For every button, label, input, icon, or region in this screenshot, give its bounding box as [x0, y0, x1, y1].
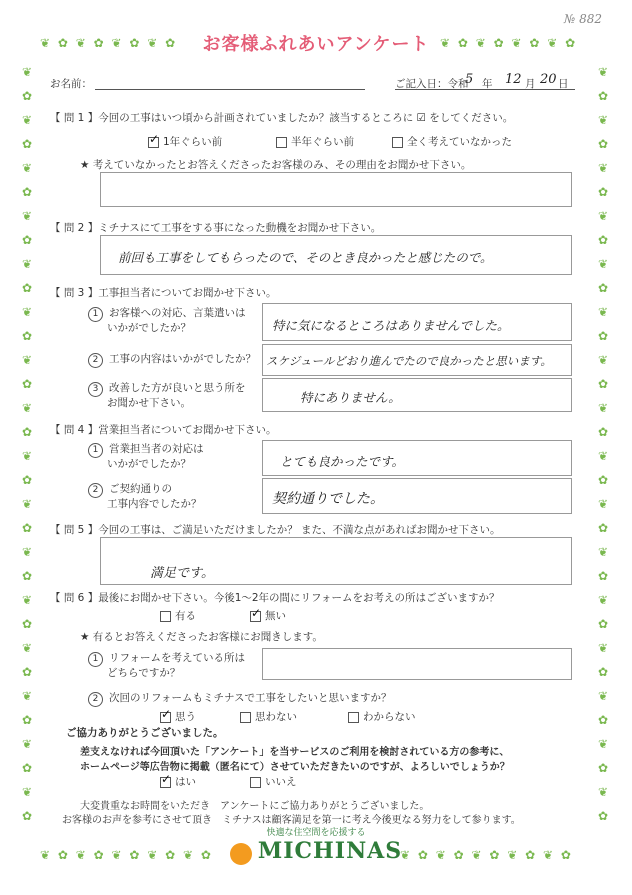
q6-item1-l2: どちらですか？	[107, 667, 181, 679]
day-unit: 日	[558, 78, 569, 90]
date-month: 12	[505, 72, 522, 87]
q1-option-3[interactable]: 全く考えていなかった	[392, 134, 512, 149]
q6-item1: 1 リフォームを考えている所は	[88, 650, 245, 667]
circled-2-icon: 2	[88, 483, 103, 498]
q6-option-yes[interactable]: 有る	[160, 608, 196, 623]
q4-label: 【 問 4 】営業担当者についてお聞かせ下さい。	[50, 424, 277, 436]
q3-item3-answer: 特にありません。	[300, 390, 401, 405]
q3-item2-answer: スケジュールどおり進んでたので良かったと思います。	[266, 354, 552, 368]
survey-title: お客様ふれあいアンケート	[202, 34, 430, 55]
checkbox-checked-icon[interactable]	[148, 137, 159, 148]
date-year: 5	[465, 72, 474, 87]
q6-option-no[interactable]: ✓ 無い	[250, 608, 286, 623]
checkbox-icon[interactable]	[250, 777, 261, 788]
q1-option-2[interactable]: 半年ぐらい前	[276, 134, 354, 149]
consent-option-yes[interactable]: ✓はい	[160, 774, 196, 789]
date-day: 20	[540, 72, 557, 87]
circled-2-icon: 2	[88, 353, 103, 368]
checkbox-icon[interactable]	[348, 712, 359, 723]
q6-sub: ★ 有るとお答えくださったお客様にお聞きします。	[80, 631, 323, 643]
month-unit: 月	[525, 78, 536, 90]
q6-item1-box[interactable]	[262, 648, 572, 680]
logo-tagline: 快適な住空間を応援する	[266, 828, 366, 838]
logo-mark-icon	[230, 843, 252, 865]
q3-label: 【 問 3 】工事担当者についてお聞かせ下さい。	[50, 287, 277, 299]
vine-bottom-left: ❦ ✿ ❦ ✿ ❦ ✿ ❦ ✿ ❦ ✿	[40, 848, 213, 862]
checkbox-icon[interactable]	[276, 137, 287, 148]
logo-name: MICHINAS	[257, 838, 403, 864]
q4-item1: 1 営業担当者の対応は	[88, 441, 204, 458]
closing-line-2: お客様のお声を参考にさせて頂き ミチナスは顧客満足を第一に考え今後更なる努力をして参ります。	[62, 815, 521, 826]
company-logo	[0, 825, 632, 865]
name-label: お名前：	[50, 78, 92, 90]
name-field[interactable]	[95, 89, 365, 90]
checkbox-checked-icon[interactable]	[250, 611, 261, 622]
q3-item3-l2: お聞かせ下さい。	[107, 397, 191, 409]
q2-label: 【 問 2 】ミチナスにて工事をする事になった動機をお聞かせ下さい。	[50, 222, 382, 234]
q1-reason-box[interactable]	[100, 172, 572, 207]
q6-item2-option-1[interactable]: ✓思う	[160, 709, 196, 724]
circled-3-icon: 3	[88, 382, 103, 397]
vine-top-right: ❦ ✿ ❦ ✿ ❦ ✿ ❦ ✿	[440, 36, 578, 50]
circled-1-icon: 1	[88, 307, 103, 322]
checkbox-checked-icon[interactable]	[160, 777, 171, 788]
q4-item2-answer: 契約通りでした。	[272, 491, 384, 507]
q4-item2: 2 ご契約通りの	[88, 481, 172, 498]
q3-item3: 3 改善した方が良いと思う所を	[88, 380, 246, 397]
q5-answer: 満足です。	[150, 566, 214, 581]
consent-line-2: ホームページ等広告物に掲載（匿名にて）させていただきたいのですが、よろしいでしょうか？	[80, 762, 510, 773]
date-label: ご記入日：令和	[395, 78, 469, 90]
consent-thanks: ご協力ありがとうございました。	[66, 727, 224, 739]
vine-left: ❦ ✿ ❦ ✿ ❦ ✿ ❦ ✿ ❦ ✿ ❦ ✿ ❦ ✿ ❦ ✿ ❦ ✿ ❦ ✿ ❦ ✿ ❦ ✿ ❦ ✿ ❦ ✿ ❦ ✿ ❦ ✿	[21, 65, 33, 823]
consent-option-no[interactable]: いいえ	[250, 774, 297, 789]
q2-answer: 前回も工事をしてもらったので、そのとき良かったと感じたので。	[118, 250, 493, 265]
q3-item1-answer: 特に気になるところはありませんでした。	[272, 318, 510, 333]
circled-2-icon: 2	[88, 692, 103, 707]
circled-1-icon: 1	[88, 443, 103, 458]
q6-item2: 2 次回のリフォームもミチナスで工事をしたいと思いますか？	[88, 690, 392, 707]
q4-item1-l2: いかがでしたか？	[107, 458, 191, 470]
q4-item1-answer: とても良かったです。	[280, 454, 405, 469]
date-underline	[395, 89, 575, 90]
checkbox-icon[interactable]	[392, 137, 403, 148]
serial-number: № 882	[563, 12, 602, 26]
checkbox-icon[interactable]	[240, 712, 251, 723]
q6-item2-option-3[interactable]: わからない	[348, 709, 416, 724]
circled-1-icon: 1	[88, 652, 103, 667]
checkbox-checked-icon[interactable]	[160, 712, 171, 723]
q6-item2-option-2[interactable]: 思わない	[240, 709, 297, 724]
q3-item1: 1 お客様への対応、言葉遣いは	[88, 305, 246, 322]
vine-top-left: ❦ ✿ ❦ ✿ ❦ ✿ ❦ ✿	[40, 36, 178, 50]
q6-label: 【 問 6 】最後にお聞かせ下さい。今後1～2年の間にリフォームをお考えの所はございますか？	[50, 592, 500, 604]
consent-line-1: 差支えなければ今回頂いた「アンケート」を当サービスのご利用を検討されている方の参考に、	[80, 747, 510, 758]
vine-right: ❦ ✿ ❦ ✿ ❦ ✿ ❦ ✿ ❦ ✿ ❦ ✿ ❦ ✿ ❦ ✿ ❦ ✿ ❦ ✿ ❦ ✿ ❦ ✿ ❦ ✿ ❦ ✿ ❦ ✿ ❦ ✿	[597, 65, 609, 823]
checkbox-icon[interactable]	[160, 611, 171, 622]
q1-label: 【 問 1 】今回の工事はいつ頃から計画されていましたか？該当するところに ☑ をしてください。	[50, 112, 514, 124]
q3-item2: 2 工事の内容はいかがでしたか？	[88, 351, 256, 368]
vine-bottom-right: ❦ ✿ ❦ ✿ ❦ ✿ ❦ ✿ ❦ ✿	[400, 848, 573, 862]
q3-item1-l2: いかがでしたか？	[107, 322, 191, 334]
q1-sub: ★ 考えていなかったとお答えくださったお客様のみ、その理由をお聞かせ下さい。	[80, 159, 472, 171]
q5-label: 【 問 5 】今回の工事は、ご満足いただけましたか？ また、不満な点があればお聞かせ下さい。	[50, 524, 501, 536]
q4-item2-l2: 工事内容でしたか？	[107, 498, 202, 510]
q1-option-1[interactable]: ✓1年ぐらい前	[148, 134, 222, 149]
year-unit: 年	[482, 78, 493, 90]
closing-line-1: 大変貴重なお時間をいただき アンケートにご協力ありがとうございました。	[80, 801, 430, 812]
